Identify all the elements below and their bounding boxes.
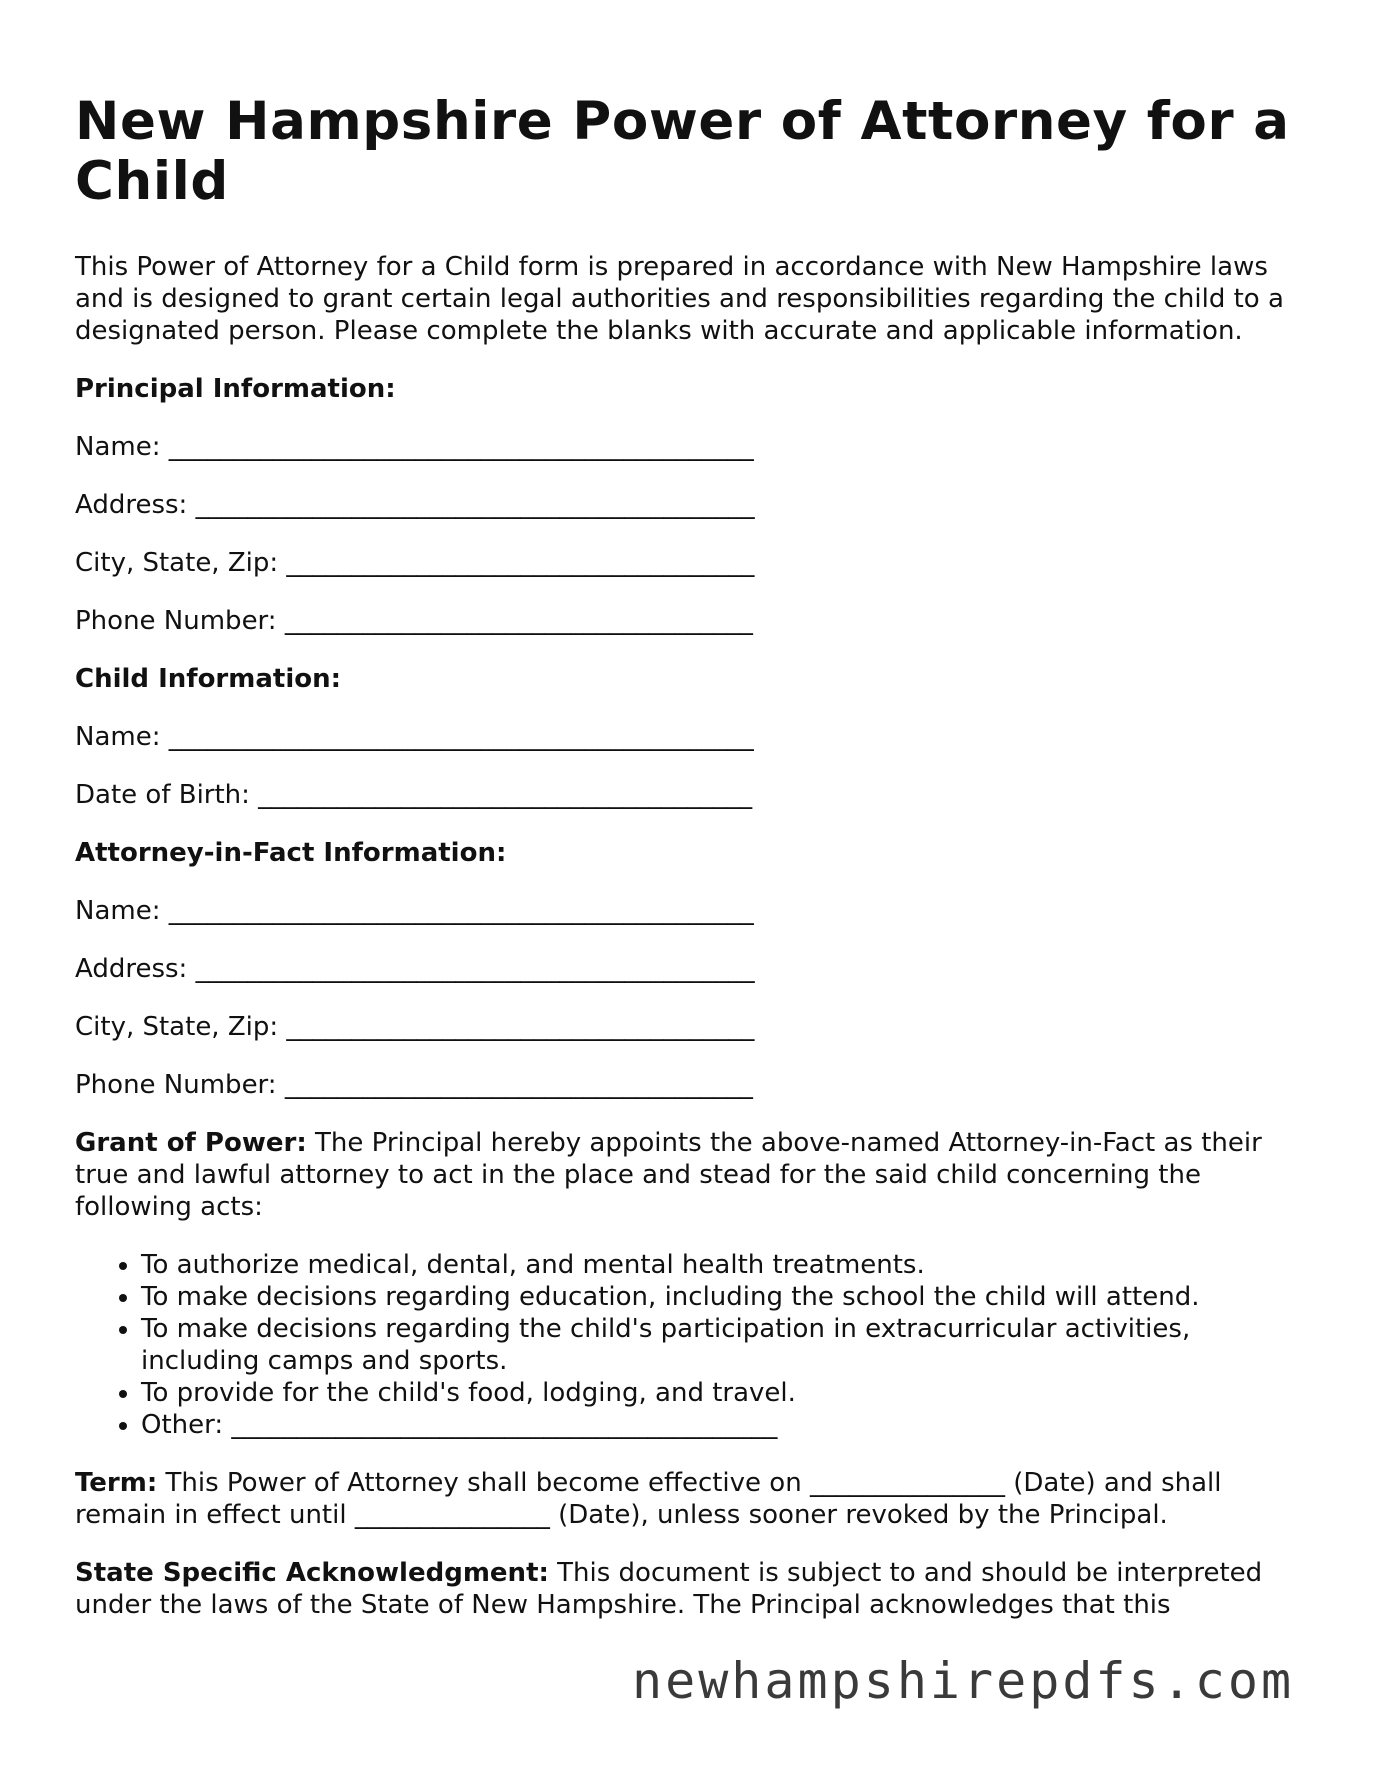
term-label: Term: <box>75 1468 158 1498</box>
acknowledgment-text: This document is subject to and should be interpreted under the laws of the State of New Hampshire. The Principal acknowledges that this <box>75 1558 1263 1620</box>
list-item: • To authorize medical, dental, and mental health treatments. <box>141 1249 1305 1281</box>
child-heading: Child Information: <box>75 664 342 694</box>
acknowledgment-label: State Specific Acknowledgment: <box>75 1558 549 1588</box>
list-item: • To make decisions regarding education, including the school the child will attend. <box>141 1281 1305 1313</box>
child-dob-field[interactable]: Date of Birth: ______________________________________ <box>75 780 753 810</box>
page-title: New Hampshire Power of Attorney for a Child <box>75 91 1290 212</box>
list-item: • To make decisions regarding the child's participation in extracurricular activities, including camps and sports. <box>141 1313 1305 1377</box>
document-page <box>75 92 1305 1621</box>
list-item-other-field[interactable]: • Other: __________________________________________ <box>141 1409 1305 1441</box>
grant-acts-list <box>75 1249 1305 1441</box>
grant-label: Grant of Power: <box>75 1128 307 1158</box>
attorney-address-field[interactable]: Address: ___________________________________________ <box>75 954 755 984</box>
acknowledgment-paragraph <box>75 1557 1305 1621</box>
principal-name-field[interactable]: Name: _____________________________________________ <box>75 432 754 462</box>
intro-paragraph: This Power of Attorney for a Child form is prepared in accordance with New Hampshire laws and is designed to grant certain legal authorities and responsibilities regarding the child to a designated person. Please complete the blanks with accurate and applicable information. <box>75 252 1284 346</box>
grant-paragraph <box>75 1127 1305 1223</box>
attorney-city-field[interactable]: City, State, Zip: ____________________________________ <box>75 1012 755 1042</box>
term-paragraph[interactable] <box>75 1467 1305 1531</box>
site-watermark: newhampshirepdfs.com <box>632 1652 1295 1710</box>
attorney-phone-field[interactable]: Phone Number: ____________________________________ <box>75 1070 753 1100</box>
attorney-heading: Attorney-in-Fact Information: <box>75 838 507 868</box>
attorney-name-field[interactable]: Name: _____________________________________________ <box>75 896 754 926</box>
principal-phone-field[interactable]: Phone Number: ____________________________________ <box>75 606 753 636</box>
grant-text: The Principal hereby appoints the above-named Attorney-in-Fact as their true and lawful attorney to act in the place and stead for the said child concerning the following acts: <box>75 1128 1262 1222</box>
list-item: • To provide for the child's food, lodging, and travel. <box>141 1377 1305 1409</box>
principal-city-field[interactable]: City, State, Zip: ____________________________________ <box>75 548 755 578</box>
child-name-field[interactable]: Name: _____________________________________________ <box>75 722 754 752</box>
principal-address-field[interactable]: Address: ___________________________________________ <box>75 490 755 520</box>
principal-heading: Principal Information: <box>75 374 396 404</box>
term-text: This Power of Attorney shall become effective on _______________ (Date) and shall remain in effect until _______________ (Date), unless sooner revoked by the Principal. <box>75 1468 1222 1530</box>
